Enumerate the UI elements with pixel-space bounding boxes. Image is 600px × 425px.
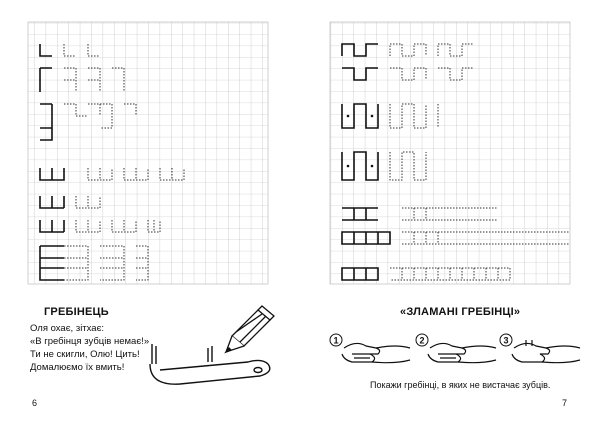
left-page-title: ГРЕБІНЕЦЬ [44, 306, 109, 318]
right-page-title: «ЗЛАМАНІ ГРЕБІНЦІ» [400, 306, 521, 318]
comb-icon [150, 344, 270, 384]
page-number-left: 6 [32, 398, 38, 408]
comb-pencil-illustration [140, 296, 280, 392]
right-page-instruction: Покажи гребінці, в яких не вистачає зубців. [370, 380, 551, 390]
poem-line-3: Ти не скигли, Олю! Цить! [30, 349, 140, 360]
hand-3-label: 3 [503, 335, 509, 346]
poem-line-1: Оля охає, зітхає: [30, 323, 105, 334]
hand-1 [326, 330, 412, 375]
page-number-right: 7 [562, 398, 568, 408]
hand-2 [412, 330, 498, 375]
hand-3 [496, 330, 582, 375]
poem-line-2: «В гребінця зубців немає!» [30, 336, 150, 347]
pencil-icon [226, 306, 274, 352]
poem-line-4: Домалюємо їх вмить! [30, 362, 125, 373]
hand-1-label: 1 [333, 335, 339, 346]
hand-2-label: 2 [419, 335, 425, 346]
